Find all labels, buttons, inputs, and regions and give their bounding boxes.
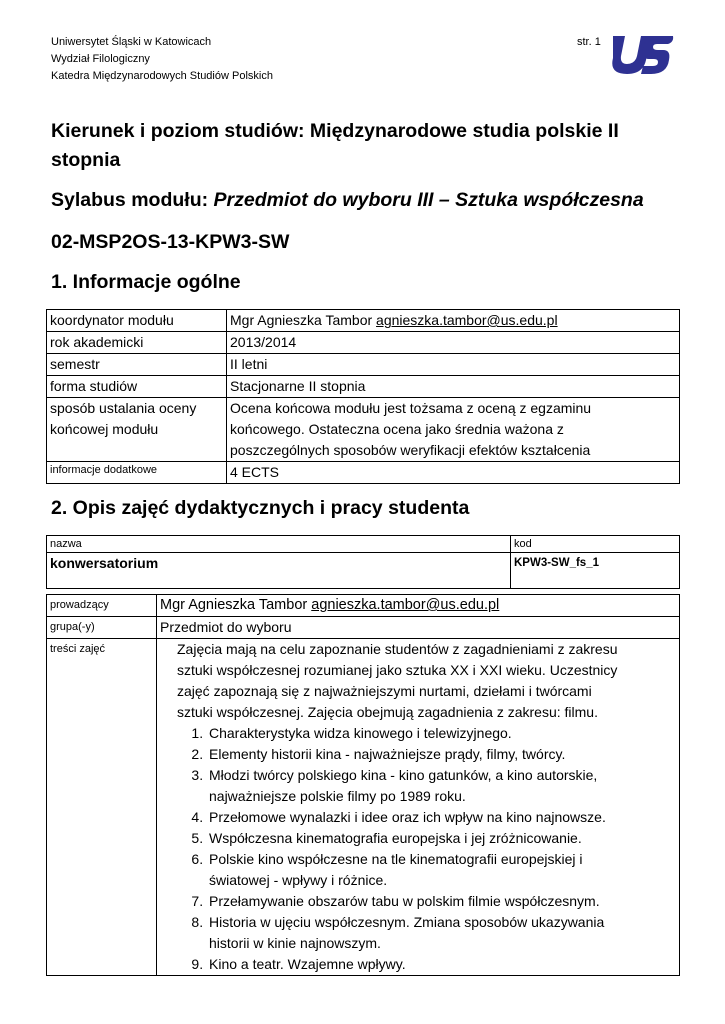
grading-label-line: końcowej modułu: [50, 421, 159, 437]
group-label: grupa(-y): [47, 617, 157, 639]
coordinator-label: koordynator modułu: [47, 310, 227, 332]
table-row: [47, 553, 680, 589]
topic-line: Charakterystyka widza kinowego i telewizyjnego.: [209, 725, 512, 741]
topic-line: Przełamywanie obszarów tabu w polskim filmie współczesnym.: [209, 893, 600, 909]
study-form-value: Stacjonarne II stopnia: [227, 376, 680, 398]
list-item: [207, 807, 676, 828]
table-row: [47, 639, 680, 976]
coordinator-email-link[interactable]: agnieszka.tambor@us.edu.pl: [376, 312, 558, 328]
program-title-line-1: Kierunek i poziom studiów: Międzynarodowe studia polskie II: [51, 120, 619, 142]
year-label: rok akademicki: [47, 332, 227, 354]
topic-list: [177, 723, 676, 975]
topic-line: Młodzi twórcy polskiego kina - kino gatunków, a kino autorskie,: [209, 767, 598, 783]
table-row: [47, 332, 680, 354]
module-code: 02-MSP2OS-13-KPW3-SW: [51, 231, 290, 253]
table-row: [47, 310, 680, 332]
table-row: [47, 462, 680, 484]
coordinator-value: [227, 310, 680, 332]
list-item: [207, 954, 676, 975]
group-value: Przedmiot do wyboru: [157, 617, 680, 639]
content-intro-line: Zajęcia mają na celu zapoznanie studentów z zagadnieniami z zakresu: [177, 641, 618, 657]
course-code-value: KPW3-SW_fs_1: [511, 553, 680, 589]
topic-line: Współczesna kinematografia europejska i jej zróżnicowanie.: [209, 830, 582, 846]
course-name-value: konwersatorium: [47, 553, 511, 589]
grading-label: [47, 398, 227, 462]
list-item: [207, 828, 676, 849]
table-row: [47, 354, 680, 376]
department-name: Katedra Międzynarodowych Studiów Polskich: [51, 70, 273, 82]
table-row: [47, 617, 680, 639]
list-item: [207, 744, 676, 765]
lecturer-label: prowadzący: [47, 595, 157, 617]
page-number: str. 1: [577, 36, 601, 48]
lecturer-email-link[interactable]: agnieszka.tambor@us.edu.pl: [311, 597, 500, 613]
table-row: [47, 376, 680, 398]
course-content-value: [157, 639, 680, 976]
topic-line: Kino a teatr. Wzajemne wpływy.: [209, 956, 406, 972]
grading-value-line: poszczególnych sposobów weryfikacji efektów kształcenia: [230, 442, 591, 458]
lecturer-value: [157, 595, 680, 617]
grading-label-line: sposób ustalania oceny: [50, 400, 197, 416]
study-form-label: forma studiów: [47, 376, 227, 398]
table-row: [47, 536, 680, 553]
topic-line: Elementy historii kina - najważniejsze prądy, filmy, twórcy.: [209, 746, 566, 762]
topic-line: Przełomowe wynalazki i idee oraz ich wpływ na kino najnowsze.: [209, 809, 606, 825]
table-row: [47, 398, 680, 462]
general-info-table: [46, 309, 680, 484]
topic-line: historii w kinie najnowszym.: [209, 935, 381, 951]
additional-info-label: informacje dodatkowe: [47, 462, 227, 484]
content-intro-line: sztuki współczesnej. Zajęcia obejmują zagadnienia z zakresu: filmu.: [177, 704, 598, 720]
topic-line: Historia w ujęciu współczesnym. Zmiana sposobów ukazywania: [209, 914, 605, 930]
topic-line: światowej - wpływy i różnice.: [209, 872, 388, 888]
semester-label: semestr: [47, 354, 227, 376]
course-details-table: [46, 594, 680, 976]
list-item: [207, 765, 676, 807]
content-intro-line: sztuki współczesnej rozumianej jako sztuka XX i XXI wieku. Uczestnicy: [177, 662, 618, 678]
program-title-line-2: stopnia: [51, 149, 121, 171]
list-item: [207, 849, 676, 891]
syllabus-prefix: Sylabus modułu:: [51, 189, 214, 211]
table-row: [47, 595, 680, 617]
grading-value-line: końcowego. Ostateczna ocena jako średnia ważona z: [230, 421, 564, 437]
grading-value-line: Ocena końcowa modułu jest tożsama z oceną z egzaminu: [230, 400, 592, 416]
lecturer-name: Mgr Agnieszka Tambor: [160, 597, 312, 613]
list-item: [207, 912, 676, 954]
year-value: 2013/2014: [227, 332, 680, 354]
coordinator-name: Mgr Agnieszka Tambor: [230, 312, 377, 328]
semester-value: II letni: [227, 354, 680, 376]
section-course-description-heading: 2. Opis zajęć dydaktycznych i pracy studenta: [51, 497, 470, 519]
course-table: [46, 535, 680, 589]
us-university-logo-icon: [611, 32, 675, 76]
faculty-name: Wydział Filologiczny: [51, 53, 150, 65]
course-code-header: kod: [511, 536, 680, 553]
course-name-header: nazwa: [47, 536, 511, 553]
topic-line: najważniejsze polskie filmy po 1989 roku.: [209, 788, 466, 804]
list-item: [207, 723, 676, 744]
syllabus-module-name: Przedmiot do wyboru III – Sztuka współczesna: [213, 189, 644, 211]
list-item: [207, 891, 676, 912]
section-general-info-heading: 1. Informacje ogólne: [51, 271, 241, 293]
grading-value: [227, 398, 680, 462]
additional-info-value: 4 ECTS: [227, 462, 680, 484]
course-content-label: treści zajęć: [47, 639, 157, 976]
topic-line: Polskie kino współczesne na tle kinematografii europejskiej i: [209, 851, 583, 867]
university-name: Uniwersytet Śląski w Katowicach: [51, 36, 212, 48]
content-intro-line: zajęć zapoznają się z najważniejszymi nurtami, dziełami i twórcami: [177, 683, 592, 699]
institution-header: [51, 34, 273, 85]
syllabus-title: [51, 186, 644, 214]
